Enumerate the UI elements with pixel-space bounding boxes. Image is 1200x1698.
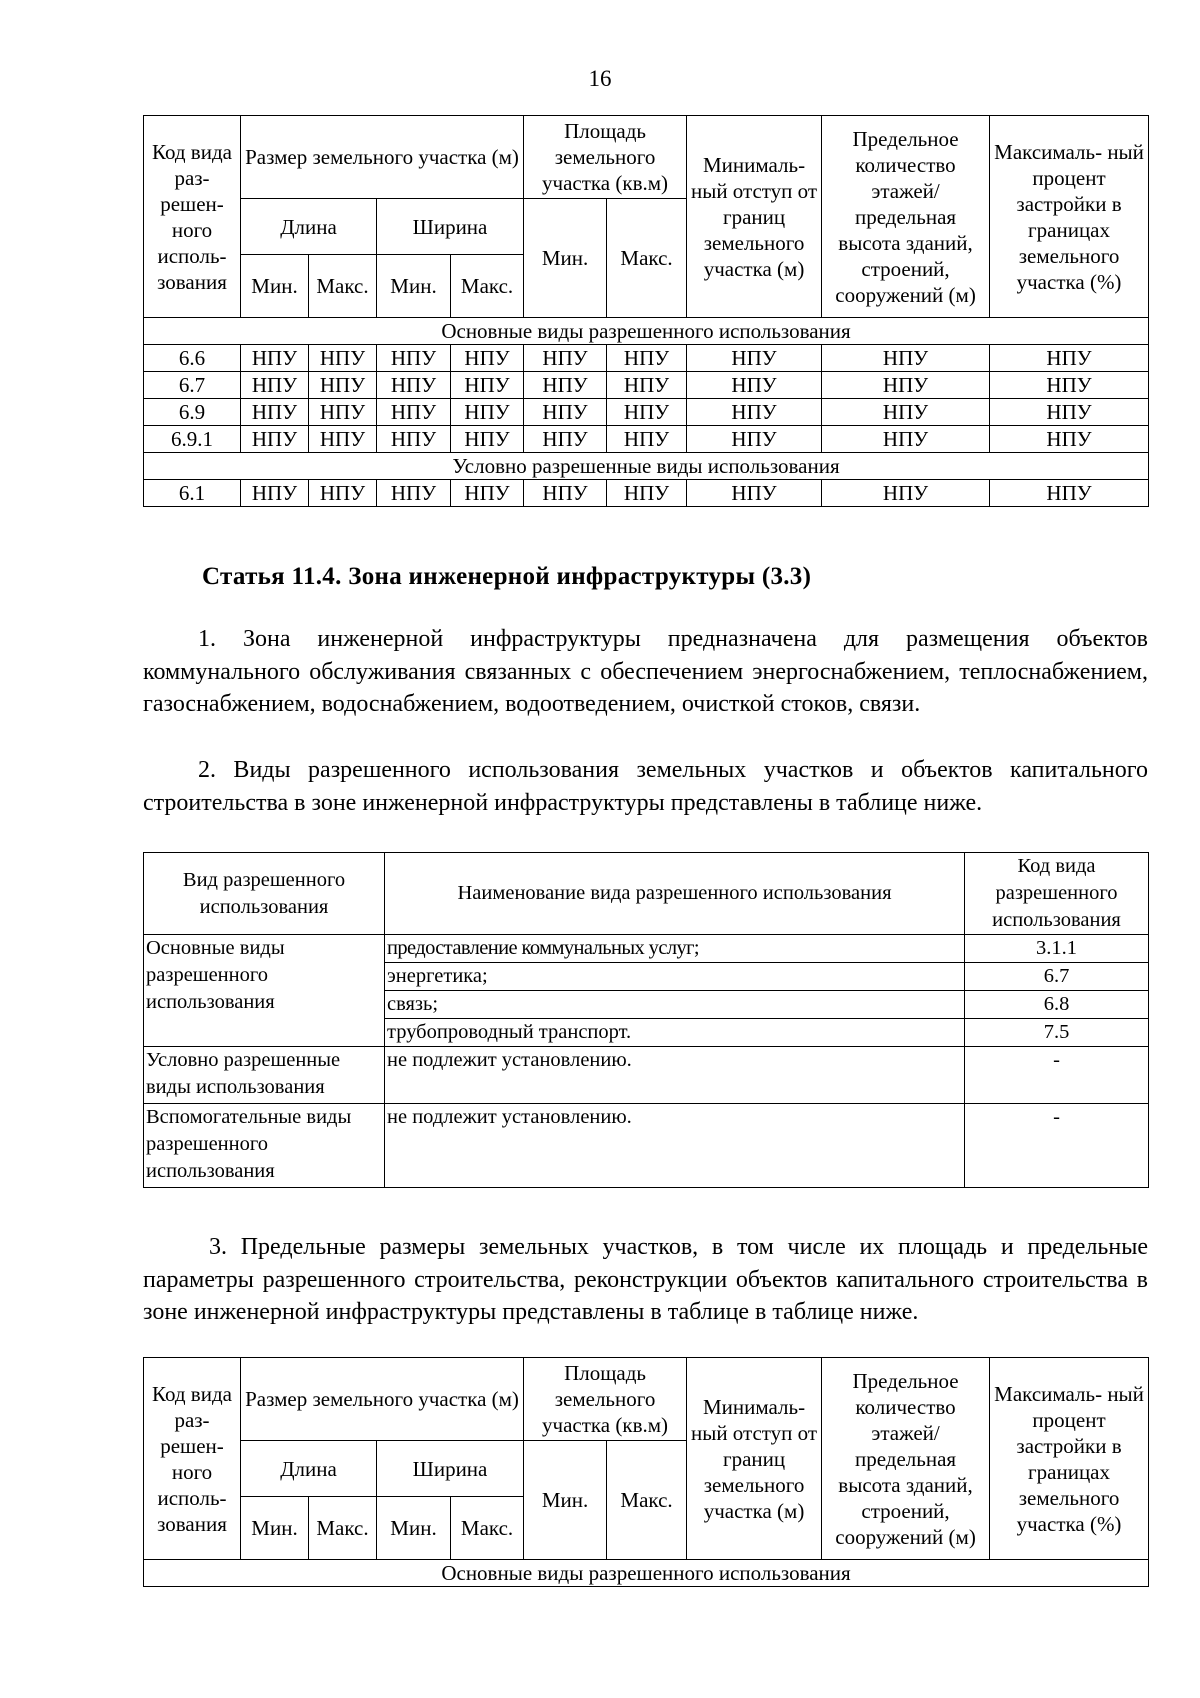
- header-code: Код вида раз- решен- ного исполь- зования: [144, 116, 241, 318]
- cell: НПУ: [241, 426, 309, 453]
- cell: НПУ: [822, 480, 990, 507]
- cell: НПУ: [241, 372, 309, 399]
- uses-cond-label: Условно разрешенные виды использования: [144, 1047, 385, 1104]
- cell: НПУ: [309, 426, 377, 453]
- uses-item-code: 6.7: [965, 963, 1149, 991]
- cell: НПУ: [822, 372, 990, 399]
- section-main: Основные виды разрешенного использования: [144, 318, 1149, 345]
- cell: НПУ: [990, 345, 1149, 372]
- cell: НПУ: [377, 426, 451, 453]
- header-area-min: Мин.: [524, 199, 607, 318]
- cell: НПУ: [451, 399, 524, 426]
- article-heading: Статья 11.4. Зона инженерной инфраструктуры (3.3): [202, 563, 812, 590]
- cell: НПУ: [377, 345, 451, 372]
- cell: НПУ: [309, 399, 377, 426]
- header-area-max: Макс.: [607, 199, 687, 318]
- cell: НПУ: [524, 399, 607, 426]
- table-row: [144, 480, 1149, 507]
- table-row: [144, 345, 1149, 372]
- cell: НПУ: [309, 480, 377, 507]
- row-code: 6.7: [144, 372, 241, 399]
- cell: НПУ: [241, 345, 309, 372]
- cell: НПУ: [990, 426, 1149, 453]
- cell: НПУ: [607, 480, 687, 507]
- cell: НПУ: [990, 480, 1149, 507]
- page-number: 16: [588, 66, 612, 91]
- header-area: Площадь земельного участка (кв.м): [524, 116, 687, 199]
- uses-header-type: Вид разрешенного использования: [144, 853, 385, 935]
- header-coverage: Максималь- ный процент застройки в границах земельного участка (%): [990, 116, 1149, 318]
- cell: НПУ: [524, 345, 607, 372]
- cell: НПУ: [241, 480, 309, 507]
- uses-item-code: 7.5: [965, 1019, 1149, 1047]
- header-area: Площадь земельного участка (кв.м): [524, 1358, 687, 1441]
- cell: НПУ: [309, 345, 377, 372]
- paragraph-3: 3. Предельные размеры земельных участков, в том числе их площадь и предельные параметры разрешенного строительства, реконструкции объектов капитального строительства в зоне инженерной инфраструктуры представлены в таблице в таблице ниже.: [143, 1234, 1148, 1325]
- header-width-min: Мин.: [377, 255, 451, 318]
- uses-table: [143, 852, 1149, 1188]
- cell: НПУ: [687, 372, 822, 399]
- header-width-max: Макс.: [451, 1497, 524, 1560]
- row-code: 6.9.1: [144, 426, 241, 453]
- uses-header-code: Код вида разрешенного использования: [965, 853, 1149, 935]
- cell: НПУ: [241, 399, 309, 426]
- uses-cond-code: -: [965, 1047, 1149, 1104]
- uses-item-name: трубопроводный транспорт.: [385, 1019, 965, 1047]
- header-code: Код вида раз- решен- ного исполь- зования: [144, 1358, 241, 1560]
- header-length-max: Макс.: [309, 1497, 377, 1560]
- header-length-min: Мин.: [241, 255, 309, 318]
- cell: НПУ: [822, 426, 990, 453]
- cell: НПУ: [451, 345, 524, 372]
- header-width: Ширина: [377, 1441, 524, 1497]
- cell: НПУ: [687, 426, 822, 453]
- header-size: Размер земельного участка (м): [241, 1358, 524, 1441]
- table-row: [144, 399, 1149, 426]
- row-code: 6.6: [144, 345, 241, 372]
- cell: НПУ: [607, 426, 687, 453]
- header-length-max: Макс.: [309, 255, 377, 318]
- uses-item-name: энергетика;: [385, 963, 965, 991]
- cell: НПУ: [687, 480, 822, 507]
- cell: НПУ: [607, 345, 687, 372]
- paragraph-1: 1. Зона инженерной инфраструктуры предназначена для размещения объектов коммунального обслуживания связанных с обеспечением энергоснабжением, теплоснабжением, газоснабжением, водоснабжением, водоотведением, очисткой стоков, связи.: [143, 626, 1148, 717]
- header-setback: Минималь- ный отступ от границ земельного участка (м): [687, 116, 822, 318]
- header-width-min: Мин.: [377, 1497, 451, 1560]
- uses-aux-code: -: [965, 1104, 1149, 1188]
- header-size: Размер земельного участка (м): [241, 116, 524, 199]
- params-table-2: [143, 1357, 1149, 1587]
- header-area-min: Мин.: [524, 1441, 607, 1560]
- cell: НПУ: [524, 426, 607, 453]
- header-length: Длина: [241, 1441, 377, 1497]
- header-length-min: Мин.: [241, 1497, 309, 1560]
- cell: НПУ: [822, 345, 990, 372]
- row-code: 6.1: [144, 480, 241, 507]
- cell: НПУ: [687, 399, 822, 426]
- cell: НПУ: [524, 480, 607, 507]
- table-row: [144, 372, 1149, 399]
- uses-main-label: Основные виды разрешенного использования: [144, 935, 385, 1047]
- cell: НПУ: [451, 372, 524, 399]
- paragraph-2: 2. Виды разрешенного использования земельных участков и объектов капитального строительства в зоне инженерной инфраструктуры представлены в таблице ниже.: [143, 757, 1148, 816]
- cell: НПУ: [451, 426, 524, 453]
- header-width-max: Макс.: [451, 255, 524, 318]
- uses-aux-label: Вспомогательные виды разрешенного использования: [144, 1104, 385, 1188]
- cell: НПУ: [990, 372, 1149, 399]
- header-coverage: Максималь- ный процент застройки в границах земельного участка (%): [990, 1358, 1149, 1560]
- header-floors: Предельное количество этажей/ предельная высота зданий, строений, сооружений (м): [822, 116, 990, 318]
- uses-header-name: Наименование вида разрешенного использования: [385, 853, 965, 935]
- uses-item-name: предоставление коммунальных услуг;: [385, 935, 965, 963]
- header-area-max: Макс.: [607, 1441, 687, 1560]
- uses-cond-name: не подлежит установлению.: [385, 1047, 965, 1104]
- cell: НПУ: [377, 372, 451, 399]
- cell: НПУ: [607, 399, 687, 426]
- header-setback: Минималь- ный отступ от границ земельного участка (м): [687, 1358, 822, 1560]
- section-conditional: Условно разрешенные виды использования: [144, 453, 1149, 480]
- section-main: Основные виды разрешенного использования: [144, 1560, 1149, 1587]
- uses-item-code: 6.8: [965, 991, 1149, 1019]
- header-width: Ширина: [377, 199, 524, 255]
- cell: НПУ: [377, 480, 451, 507]
- cell: НПУ: [990, 399, 1149, 426]
- cell: НПУ: [524, 372, 607, 399]
- row-code: 6.9: [144, 399, 241, 426]
- cell: НПУ: [309, 372, 377, 399]
- cell: НПУ: [822, 399, 990, 426]
- cell: НПУ: [377, 399, 451, 426]
- table-row: [144, 426, 1149, 453]
- header-length: Длина: [241, 199, 377, 255]
- cell: НПУ: [451, 480, 524, 507]
- cell: НПУ: [687, 345, 822, 372]
- uses-item-code: 3.1.1: [965, 935, 1149, 963]
- cell: НПУ: [607, 372, 687, 399]
- uses-item-name: связь;: [385, 991, 965, 1019]
- uses-aux-name: не подлежит установлению.: [385, 1104, 965, 1188]
- params-table: [143, 115, 1149, 507]
- header-floors: Предельное количество этажей/ предельная высота зданий, строений, сооружений (м): [822, 1358, 990, 1560]
